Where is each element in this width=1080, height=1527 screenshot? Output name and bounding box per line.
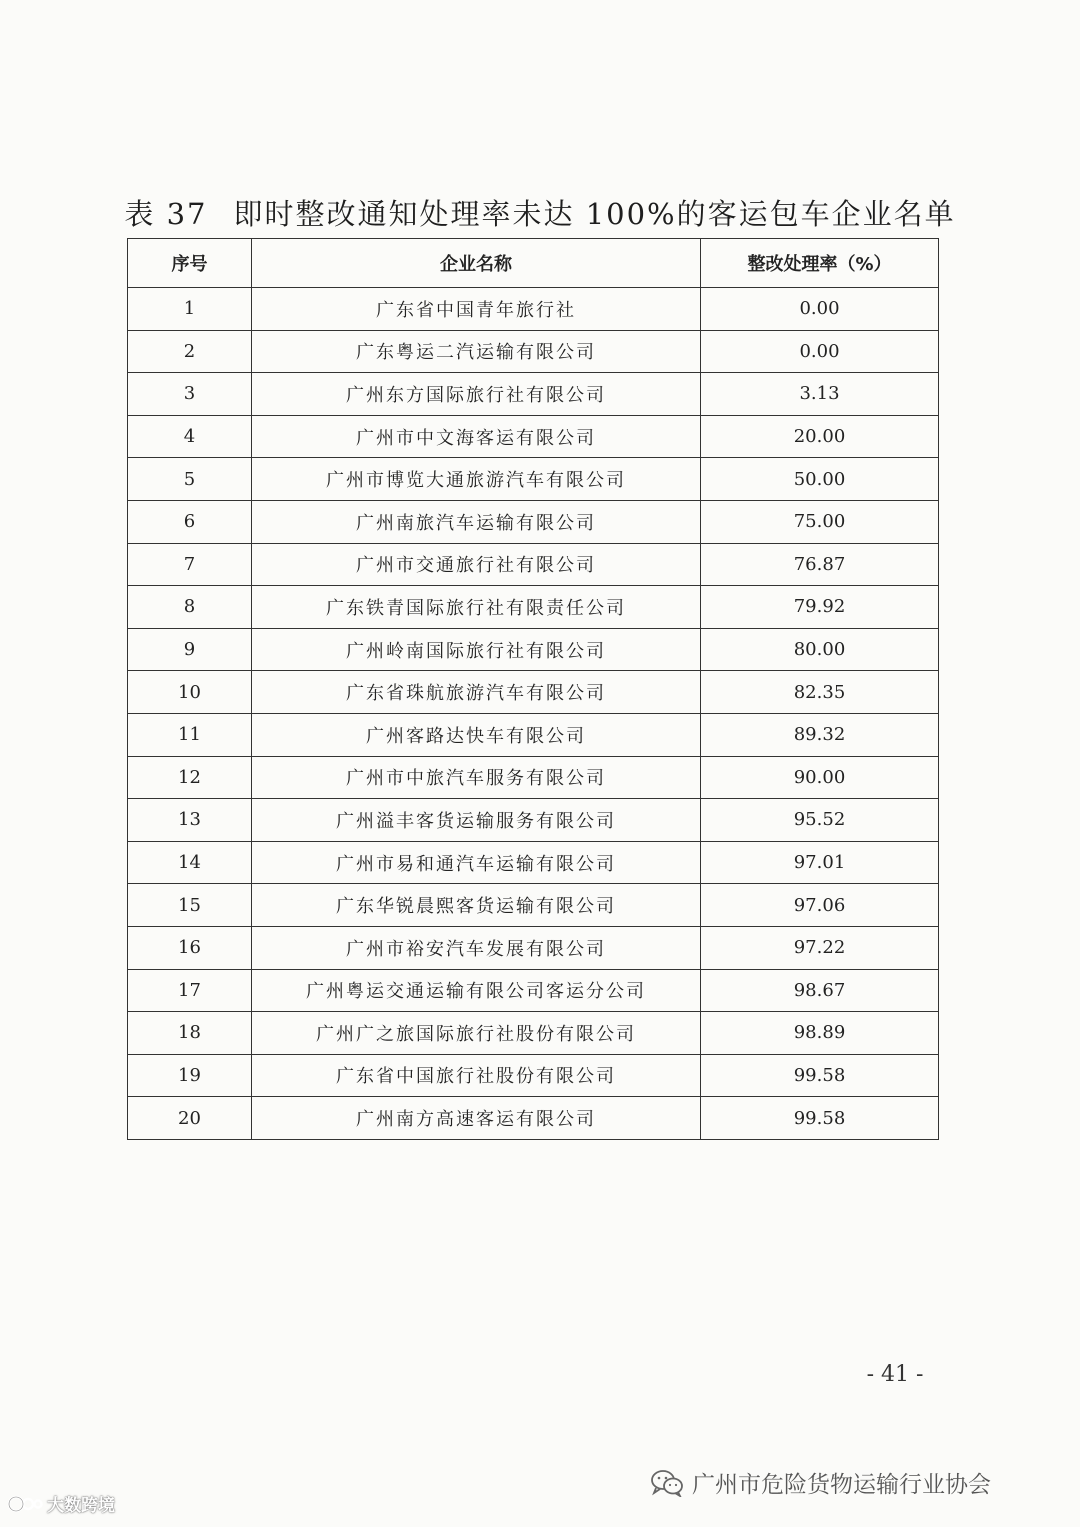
company-name: 广州客路达快车有限公司 [252, 713, 701, 756]
company-name: 广州广之旅国际旅行社股份有限公司 [252, 1012, 701, 1055]
page-title [0, 192, 1080, 233]
watermark-text: 广州市危险货物运输行业协会 [692, 1472, 991, 1498]
brand-logo-icon [6, 1493, 44, 1515]
row-index: 3 [128, 373, 252, 416]
table-row [128, 671, 939, 714]
brand-watermark [6, 1491, 115, 1516]
table-row [128, 373, 939, 416]
row-index: 11 [128, 713, 252, 756]
company-name: 广东省中国旅行社股份有限公司 [252, 1054, 701, 1097]
row-index: 14 [128, 841, 252, 884]
row-index: 13 [128, 799, 252, 842]
row-index: 4 [128, 415, 252, 458]
table-row [128, 841, 939, 884]
rectification-rate: 97.01 [701, 841, 939, 884]
table-row [128, 543, 939, 586]
company-name: 广州市中文海客运有限公司 [252, 415, 701, 458]
table-row [128, 458, 939, 501]
row-index: 9 [128, 628, 252, 671]
brand-text: 大数跨境 [47, 1496, 115, 1516]
rectification-rate: 79.92 [701, 586, 939, 629]
wechat-icon [650, 1469, 684, 1497]
rectification-rate: 0.00 [701, 330, 939, 373]
table-row [128, 756, 939, 799]
company-name: 广州市博览大通旅游汽车有限公司 [252, 458, 701, 501]
row-index: 10 [128, 671, 252, 714]
rectification-rate: 50.00 [701, 458, 939, 501]
rectification-rate: 20.00 [701, 415, 939, 458]
table-row [128, 415, 939, 458]
row-index: 16 [128, 926, 252, 969]
company-name: 广州南旅汽车运输有限公司 [252, 500, 701, 543]
company-name: 广东粤运二汽运输有限公司 [252, 330, 701, 373]
company-name: 广东省中国青年旅行社 [252, 288, 701, 331]
table-row [128, 500, 939, 543]
company-name: 广州溢丰客货运输服务有限公司 [252, 799, 701, 842]
table-row [128, 1012, 939, 1055]
enterprise-table [127, 238, 939, 1140]
company-name: 广州市裕安汽车发展有限公司 [252, 926, 701, 969]
rectification-rate: 95.52 [701, 799, 939, 842]
header-rate: 整改处理率（%） [701, 239, 939, 288]
table-row [128, 1097, 939, 1140]
company-name: 广州粤运交通运输有限公司客运分公司 [252, 969, 701, 1012]
row-index: 20 [128, 1097, 252, 1140]
row-index: 15 [128, 884, 252, 927]
row-index: 6 [128, 500, 252, 543]
rectification-rate: 97.22 [701, 926, 939, 969]
company-name: 广东省珠航旅游汽车有限公司 [252, 671, 701, 714]
row-index: 18 [128, 1012, 252, 1055]
rectification-rate: 98.67 [701, 969, 939, 1012]
rectification-rate: 90.00 [701, 756, 939, 799]
row-index: 1 [128, 288, 252, 331]
table-row [128, 1054, 939, 1097]
company-name: 广州市易和通汽车运输有限公司 [252, 841, 701, 884]
rectification-rate: 97.06 [701, 884, 939, 927]
rectification-rate: 82.35 [701, 671, 939, 714]
table-row [128, 713, 939, 756]
table-row [128, 330, 939, 373]
rectification-rate: 89.32 [701, 713, 939, 756]
row-index: 12 [128, 756, 252, 799]
rectification-rate: 98.89 [701, 1012, 939, 1055]
row-index: 19 [128, 1054, 252, 1097]
header-company-name: 企业名称 [252, 239, 701, 288]
rectification-rate: 76.87 [701, 543, 939, 586]
table-row [128, 628, 939, 671]
rectification-rate: 80.00 [701, 628, 939, 671]
company-name: 广州岭南国际旅行社有限公司 [252, 628, 701, 671]
row-index: 7 [128, 543, 252, 586]
table-title: 即时整改通知处理率未达 100%的客运包车企业名单 [233, 197, 956, 231]
company-name: 广州南方高速客运有限公司 [252, 1097, 701, 1140]
table-row [128, 969, 939, 1012]
rectification-rate: 99.58 [701, 1097, 939, 1140]
rectification-rate: 75.00 [701, 500, 939, 543]
table-header-row [128, 239, 939, 288]
table-row [128, 884, 939, 927]
row-index: 2 [128, 330, 252, 373]
company-name: 广州市中旅汽车服务有限公司 [252, 756, 701, 799]
page-number: - 41 - [866, 1362, 924, 1387]
row-index: 8 [128, 586, 252, 629]
wechat-watermark [650, 1466, 991, 1499]
header-index: 序号 [128, 239, 252, 288]
company-name: 广州东方国际旅行社有限公司 [252, 373, 701, 416]
table-row [128, 288, 939, 331]
company-name: 广东华锐晨熙客货运输有限公司 [252, 884, 701, 927]
table-row [128, 586, 939, 629]
row-index: 17 [128, 969, 252, 1012]
rectification-rate: 99.58 [701, 1054, 939, 1097]
company-name: 广州市交通旅行社有限公司 [252, 543, 701, 586]
rectification-rate: 3.13 [701, 373, 939, 416]
table-row [128, 799, 939, 842]
table-row [128, 926, 939, 969]
row-index: 5 [128, 458, 252, 501]
rectification-rate: 0.00 [701, 288, 939, 331]
table-number: 表 37 [124, 197, 208, 231]
company-name: 广东铁青国际旅行社有限责任公司 [252, 586, 701, 629]
